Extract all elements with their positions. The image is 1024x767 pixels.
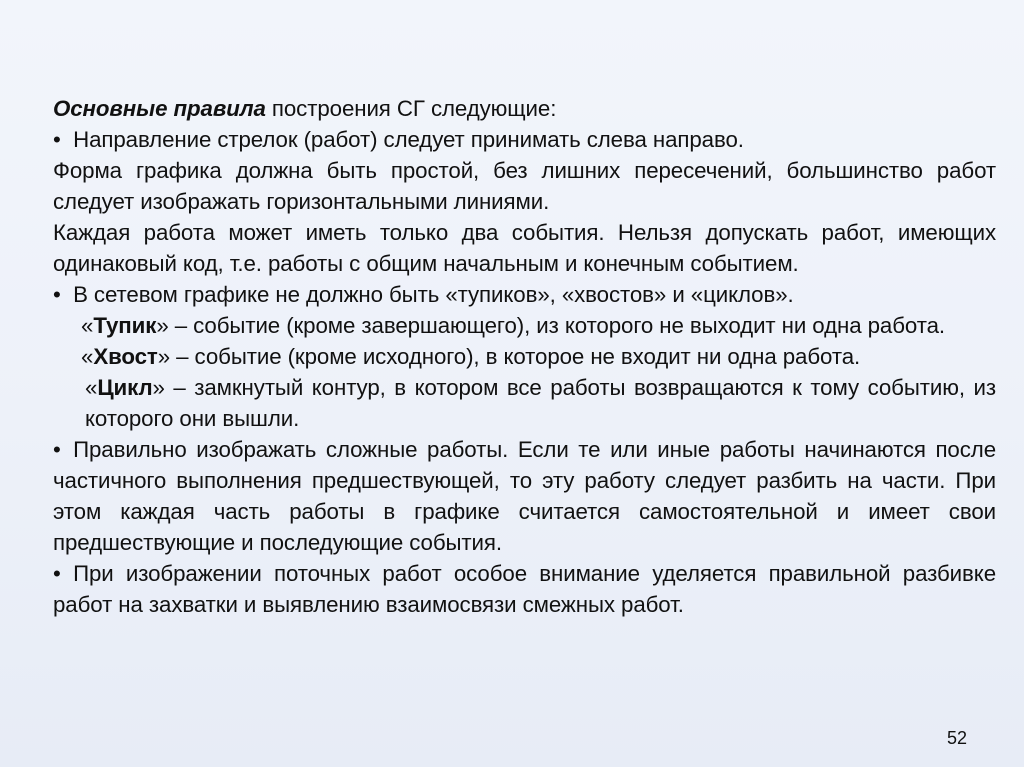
bullet-icon: • xyxy=(53,282,61,307)
bullet-text-4: При изображении поточных работ особое внимание уделяется правильной разбивке работ на захватки и выявлению взаимосвязи смежных работ. xyxy=(53,561,996,617)
definition-cycle xyxy=(53,372,996,434)
paragraph-2: Каждая работа может иметь только два события. Нельзя допускать работ, имеющих одинаковый код, т.е. работы с общим начальным и конечным событием. xyxy=(53,220,996,276)
definition-text-cycle: – замкнутый контур, в котором все работы возвращаются к тому событию, из которого они вышли. xyxy=(85,375,996,431)
bullet-item-4 xyxy=(53,558,996,620)
bullet-text-1: Направление стрелок (работ) следует принимать слева направо. xyxy=(73,127,744,152)
bullet-text-3: Правильно изображать сложные работы. Если те или иные работы начинаются после частичного выполнения предшествующей, то эту работу следует разбить на части. При этом каждая часть работы в графике считается самостоятельной и имеет свои предшествующие и последующие события. xyxy=(53,437,996,555)
definition-term-tail: Хвост xyxy=(93,344,158,369)
definition-text-dead-end: – событие (кроме завершающего), из которого не выходит ни одна работа. xyxy=(168,313,945,338)
definition-close-quote: » xyxy=(156,313,169,338)
intro-emphasis: Основные правила xyxy=(53,96,266,121)
definition-dead-end xyxy=(53,310,996,341)
bullet-icon: • xyxy=(53,127,61,152)
bullet-icon: • xyxy=(53,437,61,462)
bullet-text-2: В сетевом графике не должно быть «тупиков», «хвостов» и «циклов». xyxy=(73,282,794,307)
slide-content xyxy=(53,93,996,620)
definition-text-tail: – событие (кроме исходного), в которое не входит ни одна работа. xyxy=(170,344,861,369)
bullet-item-3 xyxy=(53,434,996,558)
paragraph-1: Форма графика должна быть простой, без лишних пересечений, большинство работ следует изображать горизонтальными линиями. xyxy=(53,158,996,214)
definition-open-quote: « xyxy=(81,344,94,369)
bullet-item-1 xyxy=(53,124,996,155)
intro-line xyxy=(53,93,996,124)
bullet-item-2 xyxy=(53,279,996,310)
definition-tail xyxy=(53,341,996,372)
definition-open-quote: « xyxy=(81,313,94,338)
definition-close-quote: » xyxy=(157,344,171,369)
definition-term-cycle: Цикл xyxy=(97,375,153,400)
definition-term-dead-end: Тупик xyxy=(93,313,157,338)
intro-text: построения СГ следующие: xyxy=(265,96,557,121)
bullet-icon: • xyxy=(53,561,61,586)
definition-open-quote: « xyxy=(85,375,98,400)
definition-close-quote: » xyxy=(152,375,165,400)
page-number: 52 xyxy=(946,728,967,748)
